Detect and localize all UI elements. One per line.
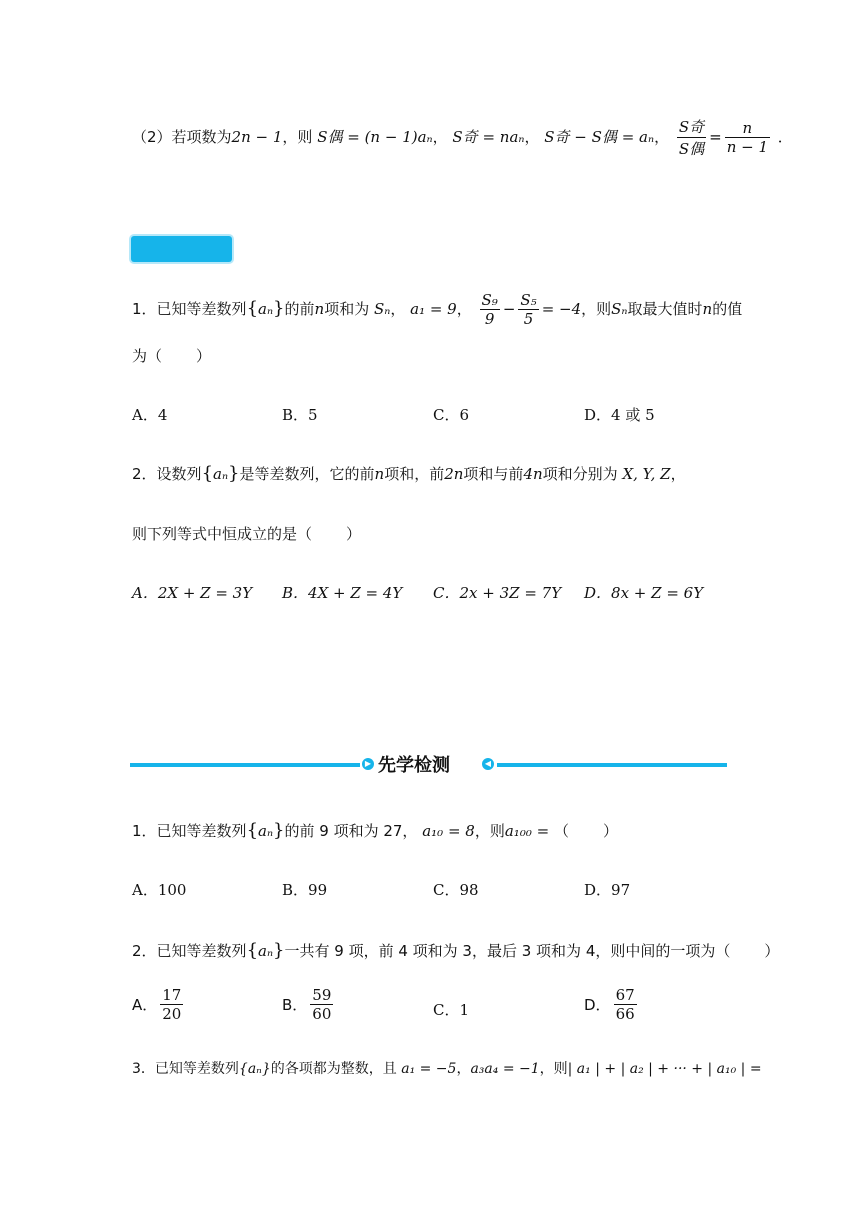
option-b[interactable]: B．5 bbox=[282, 406, 318, 424]
option-a[interactable]: A． $\frac{17}{20}$ bbox=[132, 986, 182, 1023]
chevron-right-icon: ▶ bbox=[362, 758, 374, 770]
practice-q2-line1: 2．设数列{aₙ}是等差数列，它的前n项和，前2n项和与前4n项和分别为 X, Y, Z， bbox=[132, 463, 686, 484]
option-d[interactable]: D．4 或 5 bbox=[584, 406, 655, 424]
intro-term: 2n − 1 bbox=[231, 128, 283, 146]
test-q1-line: 1．已知等差数列{aₙ}的前 9 项和为 27， a₁₀ = 8，则a₁₀₀ = （ ） bbox=[132, 820, 618, 841]
intro-formula-3: S奇 − S偶 = aₙ bbox=[544, 128, 655, 146]
option-c[interactable]: C．6 bbox=[433, 406, 470, 424]
test-q2-line: 2．已知等差数列{aₙ}一共有 9 项，前 4 项和为 3，最后 3 项和为 4，则中间的一项为（ ） bbox=[132, 940, 780, 961]
section-header bbox=[130, 750, 727, 780]
intro-formula-1: S偶 = (n − 1)aₙ bbox=[317, 128, 433, 146]
option-c[interactable]: C．2x + 3Z = 7Y bbox=[433, 584, 562, 602]
option-b[interactable]: B．99 bbox=[282, 881, 328, 899]
practice-q2-line2: 则下列等式中恒成立的是（ ） bbox=[132, 525, 362, 543]
option-a[interactable]: A．4 bbox=[132, 406, 168, 424]
test-q3-line: 3．已知等差数列{aₙ}的各项都为整数，且 a₁ = −5，a₃a₄ = −1，则| a₁ | + | a₂ | + ··· + | a₁₀ | = bbox=[132, 1061, 762, 1077]
option-d[interactable]: D．8x + Z = 6Y bbox=[584, 584, 704, 602]
option-a[interactable]: A．2X + Z = 3Y bbox=[132, 584, 253, 602]
intro-ratio-lhs: $\frac{\text{S奇}}{\text{S偶}}$ bbox=[678, 118, 705, 158]
option-b[interactable]: B．4X + Z = 4Y bbox=[282, 584, 403, 602]
option-d[interactable]: D．97 bbox=[584, 881, 631, 899]
section-title: 先学检测 bbox=[378, 755, 450, 776]
practice-q1-line2: 为（ ） bbox=[132, 347, 212, 365]
option-b[interactable]: B． $\frac{59}{60}$ bbox=[282, 986, 332, 1023]
intro-ratio-rhs: $\frac{n}{n - 1}$ bbox=[726, 119, 769, 156]
option-c[interactable]: C．98 bbox=[433, 881, 479, 899]
option-a[interactable]: A．100 bbox=[132, 881, 187, 899]
section-right-line bbox=[497, 763, 727, 767]
practice-q1-line1: 1．已知等差数列{aₙ}的前n项和为 Sₙ， a₁ = 9， $\frac{\text{S₉}}{9}$ − $\frac{\text{S₅}}{5}$ = −4，则Sₙ取最大值时n的值 bbox=[132, 291, 743, 328]
practice-badge bbox=[131, 236, 232, 262]
intro-end: ． bbox=[777, 128, 793, 146]
section-left-line bbox=[130, 763, 360, 767]
intro-formula-2: S奇 = naₙ bbox=[452, 128, 525, 146]
option-c[interactable]: C．1 bbox=[433, 1001, 470, 1019]
option-d[interactable]: D． $\frac{67}{66}$ bbox=[584, 986, 635, 1023]
chevron-left-icon: ◀ bbox=[482, 758, 494, 770]
intro-line: （2）若项数为2n − 1，则 S偶 = (n − 1)aₙ， S奇 = naₙ， S奇 − S偶 = aₙ， $\frac{\text{S奇}}{\text{S偶}}$ = $\frac{n}{n - 1}$ ． bbox=[132, 118, 793, 158]
intro-prefix: （2）若项数为 bbox=[132, 128, 232, 146]
intro-then: ，则 bbox=[282, 128, 313, 146]
